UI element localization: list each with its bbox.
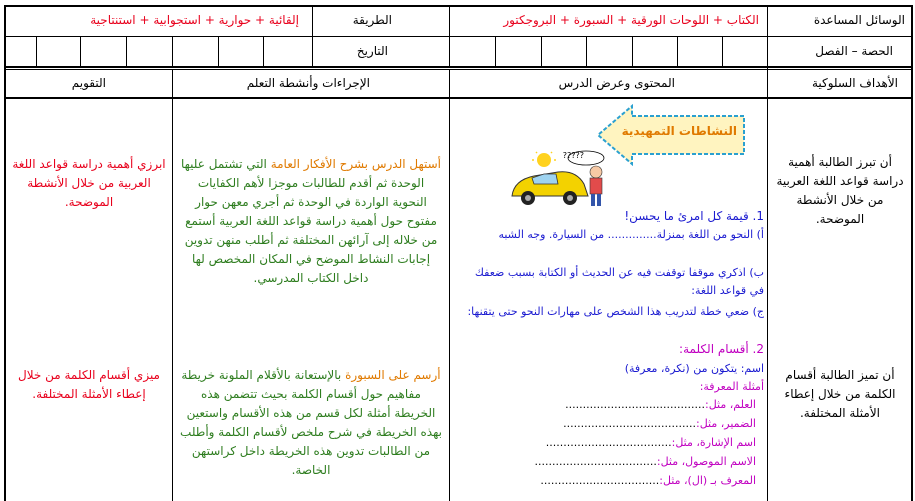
evaluation-2: ميزي أقسام الكلمة من خلال إعطاء الأمثلة المختلفة. — [17, 368, 160, 401]
procedure-2-body: بالإستعانة بالأقلام الملونة خريطة مفاهيم حول أقسام الكلمة بحيث تتضمن هذه الخريطة أمثلة لكل قسم من هذه الأقسام واستعين بهذه الخريطة في شرح ملخص لأقسام الكلمة وأطلب من الطالبات تدوين هذه الخريطة داخل كراستهن الخاصة. — [180, 368, 442, 477]
objective-2: أن تميز الطالبة أقسام الكلمة من خلال إعطاء الأمثلة المختلفة. — [784, 368, 896, 420]
evaluation-1: ابرزي أهمية دراسة قواعد اللغة العربية من خلال الأنشطة الموضحة. — [12, 157, 166, 209]
section-2-title: 2. أقسام الكلمة: — [679, 342, 764, 356]
noun-definition: اسم: يتكون من (نكرة، معرفة) — [624, 362, 764, 375]
section-1-title-text: 1. قيمة كل امرئ ما يحسن! — [624, 209, 764, 223]
evaluation-header: التقويم — [71, 76, 106, 90]
method-value: إلقائية + حوارية + استجوابية + استنتاجية — [90, 13, 299, 27]
example-4: الاسم الموصول، مثل:................................... — [534, 455, 756, 468]
objectives-header: الأهداف السلوكية — [811, 76, 898, 90]
procedure-2-lead: أرسم على السبورة — [345, 368, 441, 382]
date-label: التاريخ — [356, 44, 388, 58]
example-5-label: المعرف بـ (ال)، مثل: — [659, 474, 756, 487]
objective-1: أن تبرز الطالبة أهمية دراسة قواعد اللغة العربية من خلال الأنشطة الموضحة. — [776, 155, 904, 226]
section-label: الحصة – الفصل — [815, 44, 893, 58]
procedure-1-body: التي تشتمل عليها الوحدة ثم أقدم للطالبات موجزا لأهم الكفايات النحوية الواردة في الوحدة ثم أجري معهن حوار مفتوح حول أهمية دراسة قواعد اللغة العربية أستمع من خلاله إلى آرائهن المختلفة ثم أطلب منهن تدوين إجابات النشاط الموضح في المكان المخصص لها داخل الكتاب المدرسي. — [180, 157, 438, 285]
method-label: الطريقة — [352, 13, 392, 27]
procedure-2 — [180, 366, 442, 480]
examples-title: أمثلة المعرفة: — [699, 380, 764, 393]
example-2-label: الضمير، مثل: — [696, 417, 756, 430]
procedure-1 — [180, 155, 442, 288]
example-2: الضمير، مثل:...................................... — [563, 417, 756, 430]
section-1-item-c: ج) ضعي خطة لتدريب هذا الشخص على مهارات النحو حتى يتقنها: — [467, 305, 764, 318]
example-3-label: اسم الإشارة، مثل: — [671, 436, 756, 449]
section-1-item-b: ب) اذكري موقفا توقفت فيه عن الحديث أو الكتابة بسبب ضعفك في قواعد اللغة: — [474, 266, 764, 297]
speech-bubble-text: ????? — [562, 151, 584, 160]
content-header: المحتوى وعرض الدرس — [558, 76, 675, 90]
example-4-label: الاسم الموصول، مثل: — [656, 455, 756, 468]
aids-value: الكتاب + اللوحات الورقية + السبورة + البروجكتور — [503, 13, 759, 27]
aids-label: الوسائل المساعدة — [813, 13, 905, 27]
example-5: المعرف بـ (ال)، مثل:.................................. — [540, 474, 756, 487]
procedures-header: الإجراءات وأنشطة التعلم — [246, 76, 370, 90]
example-1: العلم، مثل:........................................ — [565, 398, 756, 411]
procedure-1-lead: أستهل الدرس بشرح الأفكار العامة — [270, 157, 442, 171]
section-1-title — [624, 209, 764, 223]
section-1-item-a: أ) النحو من اللغة بمنزلة.............. من السيارة. وجه الشبه — [498, 228, 764, 241]
example-1-label: العلم، مثل: — [705, 398, 756, 411]
example-3: اسم الإشارة، مثل:.................................... — [545, 436, 756, 449]
banner-title: النشاطات التمهيدية — [621, 124, 737, 138]
